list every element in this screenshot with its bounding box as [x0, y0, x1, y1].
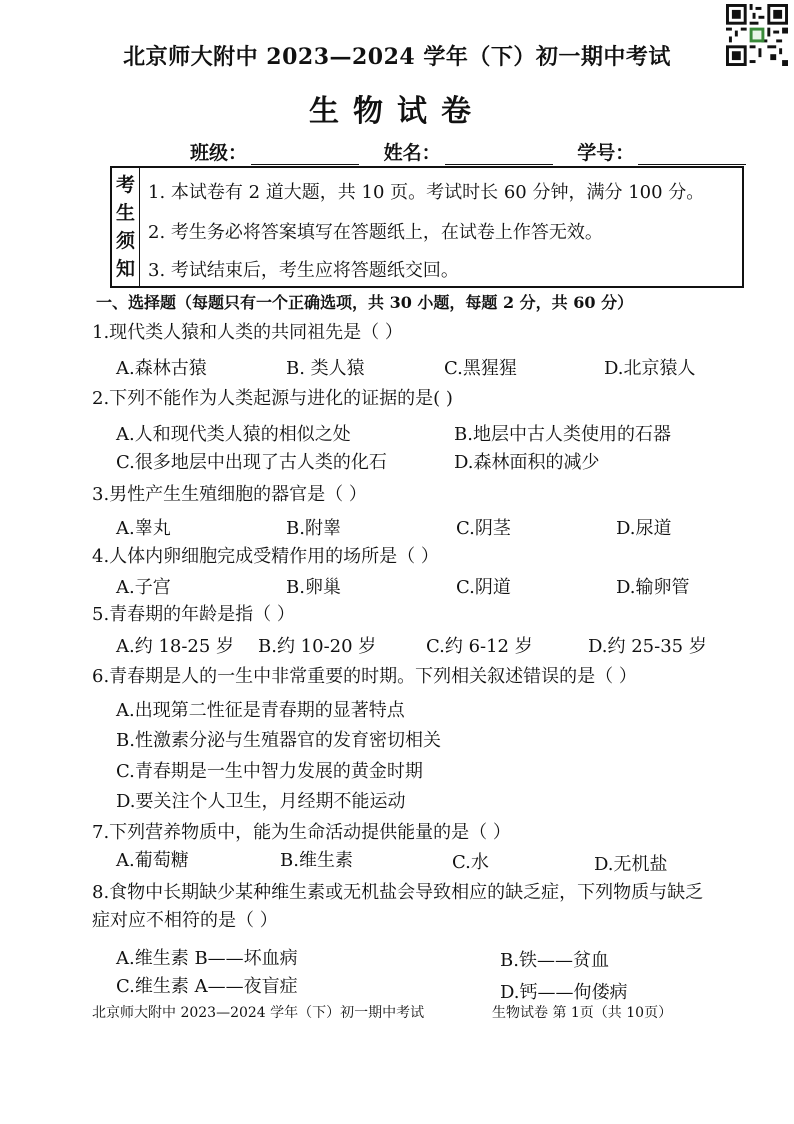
question-stem: 3.男性产生生殖细胞的器官是（ ）: [92, 484, 367, 505]
class-blank[interactable]: [251, 146, 359, 165]
student-id-blank[interactable]: [638, 146, 746, 165]
exam-subtitle: 生物试卷: [309, 94, 485, 129]
question-stem: 6.青春期是人的一生中非常重要的时期。下列相关叙述错误的是（ ）: [92, 666, 637, 687]
candidate-notice-box: [110, 166, 744, 288]
option[interactable]: D.钙——佝偻病: [500, 982, 628, 1003]
option[interactable]: B.卵巢: [286, 577, 341, 598]
option[interactable]: A.出现第二性征是青春期的显著特点: [116, 700, 405, 721]
option[interactable]: D.北京猿人: [604, 358, 696, 379]
notice-item: 3. 考试结束后，考生应将答题纸交回。: [148, 260, 459, 281]
question-stem: 8.食物中长期缺少某种维生素或无机盐会导致相应的缺乏症，下列物质与缺乏: [92, 882, 704, 903]
option[interactable]: B.约 10-20 岁: [258, 636, 377, 657]
notice-heading: 考 生 须 知: [112, 168, 140, 286]
option[interactable]: A.维生素 B——坏血病: [116, 948, 298, 969]
question-stem: 5.青春期的年龄是指（ ）: [92, 604, 295, 625]
question-stem: 7.下列营养物质中，能为生命活动提供能量的是（ ）: [92, 822, 511, 843]
question-stem-continued: 症对应不相符的是（ ）: [92, 910, 278, 931]
option[interactable]: D.约 25-35 岁: [588, 636, 707, 657]
option[interactable]: B.附睾: [286, 518, 341, 539]
question-stem: 1.现代类人猿和人类的共同祖先是（ ）: [92, 322, 403, 343]
footer-page-info: 生物试卷 第 1页（共 10页）: [492, 1005, 673, 1021]
option[interactable]: A.子宫: [116, 577, 171, 598]
question-stem: 2.下列不能作为人类起源与进化的证据的是( ): [92, 388, 453, 409]
option[interactable]: B.维生素: [280, 850, 353, 871]
option[interactable]: A.森林古猿: [116, 358, 207, 379]
option[interactable]: D.尿道: [616, 518, 672, 539]
option[interactable]: A.葡萄糖: [116, 850, 189, 871]
option[interactable]: C.青春期是一生中智力发展的黄金时期: [116, 761, 423, 782]
option[interactable]: D.要关注个人卫生，月经期不能运动: [116, 791, 406, 812]
notice-item: 2. 考生务必将答案填写在答题纸上，在试卷上作答无效。: [148, 222, 603, 243]
footer-left: 北京师大附中 2023—2024 学年（下）初一期中考试: [92, 1005, 425, 1021]
exam-title: 北京师大附中 2023—2024 学年（下）初一期中考试: [123, 44, 671, 70]
option[interactable]: B. 类人猿: [286, 358, 365, 379]
option[interactable]: D.输卵管: [616, 577, 690, 598]
option[interactable]: B.铁——贫血: [500, 950, 609, 971]
option[interactable]: C.很多地层中出现了古人类的化石: [116, 452, 387, 473]
option[interactable]: A.约 18-25 岁: [116, 636, 235, 657]
student-id-field[interactable]: 学号：: [577, 138, 746, 165]
student-info-fields: [190, 138, 764, 165]
option[interactable]: C.阴茎: [456, 518, 511, 539]
option[interactable]: C.维生素 A——夜盲症: [116, 976, 298, 997]
option[interactable]: A.人和现代类人猿的相似之处: [116, 424, 351, 445]
option[interactable]: D.无机盐: [594, 854, 668, 875]
section-heading: 一、选择题（每题只有一个正确选项，共 30 小题，每题 2 分，共 60 分）: [96, 293, 634, 312]
option[interactable]: C.约 6-12 岁: [426, 636, 533, 657]
option[interactable]: C.黑猩猩: [444, 358, 517, 379]
option[interactable]: D.森林面积的减少: [454, 452, 600, 473]
question-stem: 4.人体内卵细胞完成受精作用的场所是（ ）: [92, 546, 439, 567]
option[interactable]: A.睾丸: [116, 518, 171, 539]
option[interactable]: B.性激素分泌与生殖器官的发育密切相关: [116, 730, 441, 751]
option[interactable]: C.阴道: [456, 577, 511, 598]
class-field[interactable]: 班级：: [190, 138, 359, 165]
option[interactable]: B.地层中古人类使用的石器: [454, 424, 671, 445]
name-blank[interactable]: [445, 146, 553, 165]
option[interactable]: C.水: [452, 852, 489, 873]
name-field[interactable]: 姓名：: [384, 138, 553, 165]
notice-item: 1. 本试卷有 2 道大题，共 10 页。考试时长 60 分钟，满分 100 分。: [148, 182, 705, 203]
